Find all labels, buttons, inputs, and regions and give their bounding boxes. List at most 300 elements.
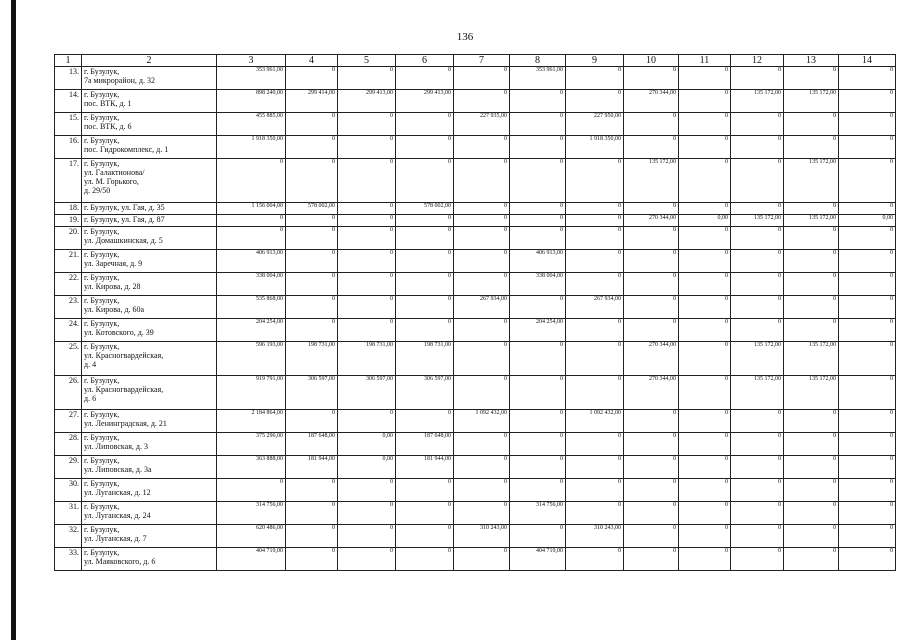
table-row: [55, 296, 896, 319]
value-cell: 0: [731, 548, 784, 571]
table-row: [55, 525, 896, 548]
address-line: г. Бузулук,: [84, 136, 120, 145]
value-cell: 620 486,00: [217, 525, 286, 548]
address-line: ул. М. Горького,: [84, 177, 139, 186]
value-cell: 0: [839, 456, 896, 479]
address-cell: [82, 296, 217, 319]
value-cell: 0: [731, 113, 784, 136]
value-cell: 198 731,00: [396, 342, 454, 376]
value-cell: 306 597,00: [338, 376, 396, 410]
address-line: г. Бузулук, ул. Гая, д. 87: [84, 215, 165, 224]
row-number: 21.: [55, 250, 82, 273]
value-cell: 0: [286, 479, 338, 502]
address-line: пос. Гидрокомплекс, д. 1: [84, 145, 169, 154]
value-cell: 0: [679, 90, 731, 113]
value-cell: 0: [784, 456, 839, 479]
row-number: 16.: [55, 136, 82, 159]
value-cell: 0: [338, 250, 396, 273]
value-cell: 0: [624, 410, 679, 433]
address-line: ул. Луганская, д. 24: [84, 511, 151, 520]
value-cell: 0: [286, 227, 338, 250]
value-cell: 0: [454, 159, 510, 203]
value-cell: 0: [510, 296, 566, 319]
address-line: г. Бузулук,: [84, 548, 120, 557]
address-line: г. Бузулук,: [84, 456, 120, 465]
value-cell: 0: [679, 203, 731, 215]
value-cell: 578 002,00: [286, 203, 338, 215]
value-cell: 0: [454, 342, 510, 376]
value-cell: 2 184 864,00: [217, 410, 286, 433]
value-cell: 0: [839, 136, 896, 159]
value-cell: 227 950,00: [566, 113, 624, 136]
value-cell: 0: [338, 479, 396, 502]
column-header: 14: [839, 55, 896, 67]
value-cell: 0: [566, 456, 624, 479]
value-cell: 406 913,00: [510, 250, 566, 273]
value-cell: 0: [454, 376, 510, 410]
address-line: г. Бузулук,: [84, 376, 120, 385]
value-cell: 455 885,00: [217, 113, 286, 136]
column-header: 9: [566, 55, 624, 67]
value-cell: 0: [454, 203, 510, 215]
value-cell: 0: [839, 342, 896, 376]
address-cell: [82, 342, 217, 376]
value-cell: 0: [679, 136, 731, 159]
value-cell: 0: [731, 203, 784, 215]
value-cell: 0: [286, 250, 338, 273]
row-number: 22.: [55, 273, 82, 296]
value-cell: 0: [679, 319, 731, 342]
value-cell: 204 254,00: [217, 319, 286, 342]
value-cell: 0: [731, 502, 784, 525]
value-cell: 306 597,00: [286, 376, 338, 410]
table-row: [55, 227, 896, 250]
value-cell: 0: [396, 319, 454, 342]
row-number: 29.: [55, 456, 82, 479]
value-cell: 535 868,00: [217, 296, 286, 319]
value-cell: 1 918 350,00: [217, 136, 286, 159]
value-cell: 0: [624, 502, 679, 525]
value-cell: 0: [396, 548, 454, 571]
value-cell: 135 172,00: [784, 159, 839, 203]
address-cell: [82, 227, 217, 250]
address-cell: [82, 215, 217, 227]
value-cell: 0: [784, 525, 839, 548]
value-cell: 299 414,00: [286, 90, 338, 113]
value-cell: 0: [338, 525, 396, 548]
value-cell: 0,00: [338, 433, 396, 456]
value-cell: 0: [286, 273, 338, 296]
value-cell: 0: [396, 410, 454, 433]
value-cell: 0: [338, 502, 396, 525]
value-cell: 0: [566, 227, 624, 250]
value-cell: 0: [731, 479, 784, 502]
value-cell: 0: [286, 67, 338, 90]
value-cell: 0: [338, 296, 396, 319]
address-cell: [82, 159, 217, 203]
address-line: ул. Липовская, д. 3: [84, 442, 148, 451]
value-cell: 353 961,00: [217, 67, 286, 90]
value-cell: 0: [624, 433, 679, 456]
value-cell: 198 731,00: [338, 342, 396, 376]
value-cell: 0: [286, 410, 338, 433]
address-line: ул. Домашкинская, д. 5: [84, 236, 163, 245]
value-cell: 270 344,00: [624, 376, 679, 410]
address-line: ул. Галактионова/: [84, 168, 145, 177]
address-line: ул. Заречная, д. 9: [84, 259, 143, 268]
value-cell: 0: [396, 502, 454, 525]
value-cell: 0: [566, 67, 624, 90]
address-line: г. Бузулук,: [84, 410, 120, 419]
value-cell: 1 092 432,00: [454, 410, 510, 433]
address-cell: [82, 319, 217, 342]
value-cell: 0: [679, 525, 731, 548]
value-cell: 0: [784, 548, 839, 571]
address-line: г. Бузулук,: [84, 113, 120, 122]
value-cell: 0: [510, 376, 566, 410]
value-cell: 0: [731, 227, 784, 250]
value-cell: 0: [286, 525, 338, 548]
address-line: ул. Луганская, д. 12: [84, 488, 151, 497]
value-cell: 0: [731, 296, 784, 319]
value-cell: 0: [839, 203, 896, 215]
value-cell: 0: [338, 159, 396, 203]
value-cell: 135 172,00: [624, 159, 679, 203]
address-line: г. Бузулук,: [84, 227, 120, 236]
value-cell: 135 172,00: [784, 90, 839, 113]
address-line: г. Бузулук,: [84, 273, 120, 282]
value-cell: 187 648,00: [396, 433, 454, 456]
row-number: 23.: [55, 296, 82, 319]
value-cell: 0: [338, 319, 396, 342]
value-cell: 0: [731, 273, 784, 296]
value-cell: 310 243,00: [454, 525, 510, 548]
value-cell: 0: [286, 319, 338, 342]
address-line: г. Бузулук,: [84, 479, 120, 488]
value-cell: 0,00: [839, 215, 896, 227]
row-number: 32.: [55, 525, 82, 548]
value-cell: 0: [784, 479, 839, 502]
value-cell: 0: [784, 203, 839, 215]
address-line: ул. Котовского, д. 39: [84, 328, 154, 337]
value-cell: 198 731,00: [286, 342, 338, 376]
value-cell: 0: [566, 159, 624, 203]
value-cell: 0: [338, 203, 396, 215]
value-cell: 0: [510, 227, 566, 250]
value-cell: 0: [679, 548, 731, 571]
value-cell: 0: [784, 433, 839, 456]
value-cell: 0: [679, 479, 731, 502]
value-cell: 0: [624, 456, 679, 479]
value-cell: 0: [454, 215, 510, 227]
address-line: г. Бузулук,: [84, 296, 120, 305]
value-cell: 0: [679, 159, 731, 203]
value-cell: 0: [566, 548, 624, 571]
value-cell: 0: [839, 90, 896, 113]
value-cell: 0: [784, 410, 839, 433]
value-cell: 0: [679, 273, 731, 296]
value-cell: 0: [338, 113, 396, 136]
address-line: г. Бузулук,: [84, 525, 120, 534]
value-cell: 0: [510, 456, 566, 479]
address-cell: [82, 548, 217, 571]
address-line: г. Бузулук,: [84, 250, 120, 259]
value-cell: 1 918 350,00: [566, 136, 624, 159]
value-cell: 0: [338, 273, 396, 296]
value-cell: 0: [839, 502, 896, 525]
address-line: г. Бузулук,: [84, 433, 120, 442]
value-cell: 0,00: [338, 456, 396, 479]
address-line: г. Бузулук,: [84, 90, 120, 99]
address-line: пос. ВТК, д. 1: [84, 99, 132, 108]
value-cell: 0: [839, 67, 896, 90]
value-cell: 0: [510, 90, 566, 113]
row-number: 18.: [55, 203, 82, 215]
value-cell: 135 172,00: [731, 90, 784, 113]
address-cell: [82, 273, 217, 296]
value-cell: 0: [217, 479, 286, 502]
value-cell: 135 172,00: [731, 376, 784, 410]
value-cell: 0: [624, 113, 679, 136]
value-cell: 0: [217, 215, 286, 227]
value-cell: 0: [510, 433, 566, 456]
value-cell: 0: [566, 502, 624, 525]
value-cell: 0: [624, 227, 679, 250]
table-row: [55, 159, 896, 203]
value-cell: 1 092 432,00: [566, 410, 624, 433]
value-cell: 0: [396, 159, 454, 203]
value-cell: 0: [679, 296, 731, 319]
value-cell: 0: [731, 136, 784, 159]
value-cell: 0: [566, 215, 624, 227]
value-cell: 135 172,00: [731, 342, 784, 376]
column-header: 6: [396, 55, 454, 67]
address-cell: [82, 250, 217, 273]
value-cell: 0: [338, 548, 396, 571]
value-cell: 0: [679, 410, 731, 433]
row-number: 19.: [55, 215, 82, 227]
value-cell: 267 934,00: [566, 296, 624, 319]
value-cell: 0: [454, 433, 510, 456]
address-cell: [82, 136, 217, 159]
table-row: [55, 90, 896, 113]
value-cell: 0: [624, 273, 679, 296]
value-cell: 596 193,00: [217, 342, 286, 376]
value-cell: 0: [784, 136, 839, 159]
value-cell: 0: [286, 296, 338, 319]
address-line: ул. Кирова, д. 28: [84, 282, 141, 291]
value-cell: 181 944,00: [396, 456, 454, 479]
value-cell: 0,00: [679, 215, 731, 227]
value-cell: 0: [839, 296, 896, 319]
value-cell: 0: [338, 67, 396, 90]
column-header: 1: [55, 55, 82, 67]
row-number: 15.: [55, 113, 82, 136]
value-cell: 0: [784, 250, 839, 273]
row-number: 20.: [55, 227, 82, 250]
address-line: ул. Липовская, д. 3а: [84, 465, 152, 474]
address-line: ул. Красногвардейская,: [84, 351, 164, 360]
address-cell: [82, 90, 217, 113]
value-cell: 0: [396, 296, 454, 319]
value-cell: 578 002,00: [396, 203, 454, 215]
value-cell: 375 296,00: [217, 433, 286, 456]
value-cell: 0: [396, 67, 454, 90]
value-cell: 0: [286, 502, 338, 525]
value-cell: 267 934,00: [454, 296, 510, 319]
value-cell: 0: [784, 273, 839, 296]
value-cell: 0: [454, 227, 510, 250]
value-cell: 0: [731, 433, 784, 456]
table-row: [55, 319, 896, 342]
value-cell: 0: [510, 159, 566, 203]
value-cell: 314 756,00: [510, 502, 566, 525]
value-cell: 227 935,00: [454, 113, 510, 136]
value-cell: 0: [396, 227, 454, 250]
value-cell: 0: [396, 250, 454, 273]
value-cell: 0: [839, 376, 896, 410]
value-cell: 0: [679, 376, 731, 410]
row-number: 28.: [55, 433, 82, 456]
row-number: 31.: [55, 502, 82, 525]
value-cell: 0: [731, 67, 784, 90]
value-cell: 135 172,00: [731, 215, 784, 227]
address-line: ул. Ленинградская, д. 21: [84, 419, 167, 428]
value-cell: 0: [679, 250, 731, 273]
column-header: 3: [217, 55, 286, 67]
table-header-row: [55, 55, 896, 67]
value-cell: 363 888,00: [217, 456, 286, 479]
value-cell: 0: [784, 227, 839, 250]
value-cell: 0: [731, 456, 784, 479]
value-cell: 0: [510, 525, 566, 548]
address-cell: [82, 67, 217, 90]
page-number: 136: [456, 31, 474, 43]
address-cell: [82, 376, 217, 410]
value-cell: 0: [624, 67, 679, 90]
value-cell: 898 240,00: [217, 90, 286, 113]
value-cell: 0: [679, 433, 731, 456]
value-cell: 338 004,00: [217, 273, 286, 296]
value-cell: 0: [784, 502, 839, 525]
row-number: 25.: [55, 342, 82, 376]
value-cell: 0: [624, 296, 679, 319]
address-line: ул. Красногвардейская,: [84, 385, 164, 394]
value-cell: 0: [396, 136, 454, 159]
column-header: 2: [82, 55, 217, 67]
value-cell: 0: [338, 227, 396, 250]
value-cell: 0: [679, 67, 731, 90]
address-line: 7а микрорайон, д. 32: [84, 76, 155, 85]
table-row: [55, 203, 896, 215]
table-row: [55, 410, 896, 433]
value-cell: 0: [566, 273, 624, 296]
value-cell: 0: [286, 136, 338, 159]
value-cell: 0: [731, 525, 784, 548]
value-cell: 181 944,00: [286, 456, 338, 479]
value-cell: 406 913,00: [217, 250, 286, 273]
table-row: [55, 215, 896, 227]
value-cell: 0: [679, 113, 731, 136]
value-cell: 0: [624, 136, 679, 159]
table-row: [55, 136, 896, 159]
value-cell: 404 719,00: [217, 548, 286, 571]
value-cell: 270 344,00: [624, 90, 679, 113]
value-cell: 0: [217, 159, 286, 203]
value-cell: 0: [510, 479, 566, 502]
value-cell: 0: [839, 273, 896, 296]
value-cell: 0: [679, 502, 731, 525]
value-cell: 135 172,00: [784, 215, 839, 227]
value-cell: 0: [624, 203, 679, 215]
column-header: 5: [338, 55, 396, 67]
table-row: [55, 433, 896, 456]
value-cell: 0: [679, 456, 731, 479]
column-header: 7: [454, 55, 510, 67]
address-line: д. 29/50: [84, 186, 111, 195]
column-header: 10: [624, 55, 679, 67]
table-row: [55, 250, 896, 273]
value-cell: 0: [286, 159, 338, 203]
table-row: [55, 548, 896, 571]
table-row: [55, 456, 896, 479]
row-number: 33.: [55, 548, 82, 571]
row-number: 13.: [55, 67, 82, 90]
address-cell: [82, 456, 217, 479]
value-cell: 0: [396, 215, 454, 227]
value-cell: 0: [566, 90, 624, 113]
value-cell: 0: [454, 136, 510, 159]
value-cell: 299 413,00: [396, 90, 454, 113]
address-line: ул. Луганская, д. 7: [84, 534, 147, 543]
value-cell: 0: [338, 410, 396, 433]
row-number: 24.: [55, 319, 82, 342]
address-cell: [82, 479, 217, 502]
value-cell: 0: [839, 410, 896, 433]
value-cell: 0: [566, 433, 624, 456]
address-line: д. 4: [84, 360, 97, 369]
value-cell: 135 172,00: [784, 376, 839, 410]
value-cell: 0: [839, 433, 896, 456]
value-cell: 0: [839, 479, 896, 502]
value-cell: 299 413,00: [338, 90, 396, 113]
value-cell: 0: [396, 273, 454, 296]
table-row: [55, 342, 896, 376]
address-line: д. 6: [84, 394, 97, 403]
address-cell: [82, 433, 217, 456]
column-header: 8: [510, 55, 566, 67]
value-cell: 0: [784, 67, 839, 90]
value-cell: 0: [510, 410, 566, 433]
value-cell: 0: [839, 159, 896, 203]
table-row: [55, 479, 896, 502]
value-cell: 204 254,00: [510, 319, 566, 342]
row-number: 14.: [55, 90, 82, 113]
value-cell: 0: [731, 319, 784, 342]
address-cell: [82, 203, 217, 215]
value-cell: 0: [784, 296, 839, 319]
value-cell: 338 004,00: [510, 273, 566, 296]
value-cell: 0: [510, 136, 566, 159]
value-cell: 314 756,00: [217, 502, 286, 525]
table-row: [55, 273, 896, 296]
row-number: 27.: [55, 410, 82, 433]
value-cell: 0: [396, 479, 454, 502]
table-row: [55, 502, 896, 525]
value-cell: 0: [624, 525, 679, 548]
value-cell: 0: [286, 215, 338, 227]
value-cell: 0: [454, 502, 510, 525]
